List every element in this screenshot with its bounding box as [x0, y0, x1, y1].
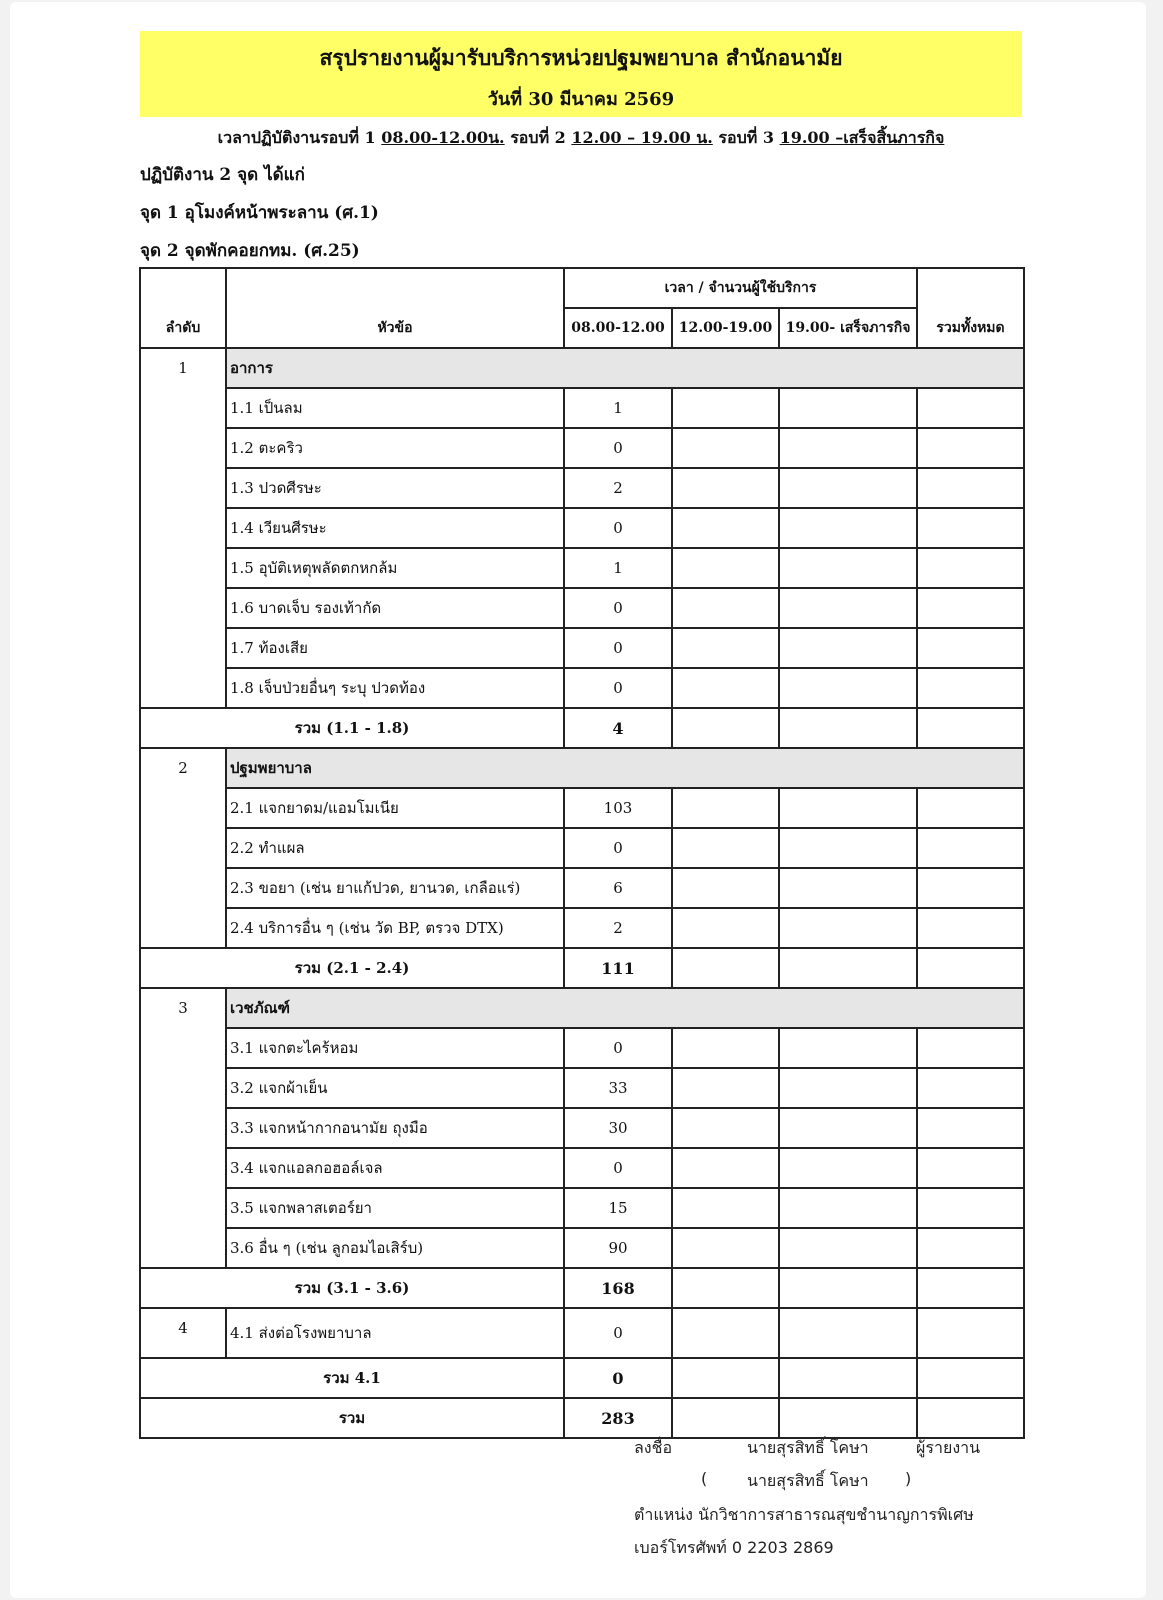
empty-cell	[779, 428, 917, 468]
shift2-prefix: รอบที่ 2	[510, 128, 566, 147]
shift1-value: 0	[564, 1028, 672, 1068]
subtotal-label: รวม (3.1 - 3.6)	[140, 1268, 564, 1308]
empty-cell	[779, 468, 917, 508]
empty-cell	[779, 1028, 917, 1068]
empty-cell	[672, 1068, 779, 1108]
shift1-value: 0	[564, 828, 672, 868]
empty-cell	[917, 1268, 1024, 1308]
shift1-value: 15	[564, 1188, 672, 1228]
table-row	[140, 1188, 1024, 1228]
empty-cell	[917, 388, 1024, 428]
item-label: 1.7 ท้องเสีย	[226, 628, 564, 668]
empty-cell	[779, 388, 917, 428]
col-header-time-group: เวลา / จำนวนผู้ใช้บริการ	[564, 268, 917, 308]
table-row	[140, 668, 1024, 708]
subtotal-value: 0	[564, 1358, 672, 1398]
section-header-row	[140, 748, 1024, 788]
item-label: 1.4 เวียนศีรษะ	[226, 508, 564, 548]
signer-name: นายสุรสิทธิ์ โคษา	[747, 1438, 869, 1457]
shift1-value: 1	[564, 388, 672, 428]
section-number: 2	[140, 748, 226, 948]
empty-cell	[672, 1028, 779, 1068]
subtotal-label: รวม (1.1 - 1.8)	[140, 708, 564, 748]
paren-open: (	[701, 1469, 708, 1488]
item-label: 3.1 แจกตะไคร้หอม	[226, 1028, 564, 1068]
section-number: 1	[140, 348, 226, 708]
empty-cell	[672, 1228, 779, 1268]
empty-cell	[917, 1308, 1024, 1358]
empty-cell	[779, 908, 917, 948]
points-intro: ปฏิบัติงาน 2 จุด ได้แก่	[140, 165, 305, 185]
empty-cell	[917, 548, 1024, 588]
empty-cell	[672, 1358, 779, 1398]
shift1-value: 0	[564, 628, 672, 668]
empty-cell	[917, 868, 1024, 908]
subtotal-label: รวม (2.1 - 2.4)	[140, 948, 564, 988]
empty-cell	[672, 1188, 779, 1228]
shift1-value: 0	[564, 1148, 672, 1188]
empty-cell	[917, 428, 1024, 468]
signer-position: ตำแหน่ง นักวิชาการสาธารณสุขชำนาญการพิเศษ	[634, 1505, 974, 1524]
item-label: 1.5 อุบัติเหตุพลัดตกหกล้ม	[226, 548, 564, 588]
item-label: 1.1 เป็นลม	[226, 388, 564, 428]
table-row	[140, 428, 1024, 468]
table-row	[140, 1148, 1024, 1188]
empty-cell	[917, 508, 1024, 548]
section-header-row	[140, 988, 1024, 1028]
empty-cell	[672, 828, 779, 868]
table-row	[140, 548, 1024, 588]
shift1-value: 6	[564, 868, 672, 908]
item-label: 3.5 แจกพลาสเตอร์ยา	[226, 1188, 564, 1228]
empty-cell	[672, 388, 779, 428]
empty-cell	[672, 1268, 779, 1308]
shift1-value: 1	[564, 548, 672, 588]
empty-cell	[779, 1148, 917, 1188]
item-label: 1.6 บาดเจ็บ รองเท้ากัด	[226, 588, 564, 628]
shift1-value: 2	[564, 468, 672, 508]
empty-cell	[917, 628, 1024, 668]
item-label: 2.1 แจกยาดม/แอมโมเนีย	[226, 788, 564, 828]
subtotal-value: 4	[564, 708, 672, 748]
shift1-value: 0	[564, 508, 672, 548]
empty-cell	[672, 868, 779, 908]
table-row	[140, 1068, 1024, 1108]
empty-cell	[779, 1188, 917, 1228]
shift2-time: 12.00 – 19.00 น.	[571, 128, 713, 147]
title-banner	[140, 31, 1022, 117]
subtotal-row	[140, 1268, 1024, 1308]
table-row	[140, 468, 1024, 508]
item-label: 2.4 บริการอื่น ๆ (เช่น วัด BP, ตรวจ DTX)	[226, 908, 564, 948]
empty-cell	[917, 828, 1024, 868]
signer-role: ผู้รายงาน	[916, 1438, 981, 1457]
sign-label: ลงชื่อ	[634, 1438, 673, 1457]
table-row	[140, 908, 1024, 948]
item-label: 1.2 ตะคริว	[226, 428, 564, 468]
point-2: จุด 2 จุดพักคอยกทม. (ศ.25)	[140, 241, 360, 261]
empty-cell	[672, 1308, 779, 1358]
grand-total-value: 283	[564, 1398, 672, 1438]
section-header-row	[140, 348, 1024, 388]
table-row	[140, 508, 1024, 548]
empty-cell	[917, 1358, 1024, 1398]
report-title: สรุปรายงานผู้มารับบริการหน่วยปฐมพยาบาล สำนักอนามัย	[319, 45, 843, 70]
signer-name-print: นายสุรสิทธิ์ โคษา	[747, 1471, 869, 1490]
point-1: จุด 1 อุโมงค์หน้าพระลาน (ศ.1)	[140, 203, 379, 223]
section-title: ปฐมพยาบาล	[226, 748, 1024, 788]
empty-cell	[672, 548, 779, 588]
shift1-value: 90	[564, 1228, 672, 1268]
empty-cell	[779, 588, 917, 628]
subtotal-value: 111	[564, 948, 672, 988]
table-row	[140, 388, 1024, 428]
shift1-prefix: เวลาปฏิบัติงานรอบที่ 1	[217, 128, 376, 147]
empty-cell	[779, 508, 917, 548]
shift1-value: 2	[564, 908, 672, 948]
empty-cell	[917, 668, 1024, 708]
paren-close: )	[905, 1469, 912, 1488]
empty-cell	[779, 1108, 917, 1148]
empty-cell	[672, 948, 779, 988]
table-row	[140, 628, 1024, 668]
empty-cell	[779, 1068, 917, 1108]
empty-cell	[672, 908, 779, 948]
item-label: 4.1 ส่งต่อโรงพยาบาล	[226, 1308, 564, 1358]
empty-cell	[917, 948, 1024, 988]
empty-cell	[917, 708, 1024, 748]
table-row	[140, 788, 1024, 828]
shift1-value: 0	[564, 588, 672, 628]
empty-cell	[672, 468, 779, 508]
col-header-shift3: 19.00- เสร็จภารกิจ	[779, 308, 917, 348]
empty-cell	[672, 508, 779, 548]
section-number: 3	[140, 988, 226, 1268]
empty-cell	[917, 588, 1024, 628]
subtotal-label: รวม 4.1	[140, 1358, 564, 1398]
item-label: 2.3 ขอยา (เช่น ยาแก้ปวด, ยานวด, เกลือแร่)	[226, 868, 564, 908]
shift1-value: 103	[564, 788, 672, 828]
section-title: อาการ	[226, 348, 1024, 388]
empty-cell	[672, 1148, 779, 1188]
shift1-value: 0	[564, 668, 672, 708]
shift1-value: 0	[564, 1308, 672, 1358]
item-label: 3.2 แจกผ้าเย็น	[226, 1068, 564, 1108]
empty-cell	[917, 1108, 1024, 1148]
item-label: 1.3 ปวดศีรษะ	[226, 468, 564, 508]
empty-cell	[917, 468, 1024, 508]
empty-cell	[779, 788, 917, 828]
table-row	[140, 868, 1024, 908]
empty-cell	[917, 908, 1024, 948]
empty-cell	[779, 628, 917, 668]
table-row	[140, 1308, 1024, 1358]
empty-cell	[779, 1308, 917, 1358]
empty-cell	[672, 628, 779, 668]
table-row	[140, 1228, 1024, 1268]
item-label: 3.4 แจกแอลกอฮอล์เจล	[226, 1148, 564, 1188]
empty-cell	[672, 588, 779, 628]
shift1-value: 30	[564, 1108, 672, 1148]
item-label: 3.3 แจกหน้ากากอนามัย ถุงมือ	[226, 1108, 564, 1148]
empty-cell	[779, 1268, 917, 1308]
section-title: เวชภัณฑ์	[226, 988, 1024, 1028]
empty-cell	[917, 1228, 1024, 1268]
col-header-shift2: 12.00-19.00	[672, 308, 779, 348]
report-date: วันที่ 30 มีนาคม 2569	[487, 89, 675, 110]
shift1-value: 0	[564, 428, 672, 468]
signer-phone: เบอร์โทรศัพท์ 0 2203 2869	[634, 1538, 834, 1557]
shift1-value: 33	[564, 1068, 672, 1108]
col-header-no: ลำดับ	[140, 268, 226, 348]
empty-cell	[672, 428, 779, 468]
col-header-topic: หัวข้อ	[226, 268, 564, 348]
empty-cell	[779, 1228, 917, 1268]
empty-cell	[672, 1108, 779, 1148]
shift3-time: 19.00 –เสร็จสิ้นภารกิจ	[779, 128, 945, 147]
shift1-time: 08.00-12.00น.	[381, 128, 505, 147]
table-row	[140, 588, 1024, 628]
subtotal-row	[140, 948, 1024, 988]
section-number: 4	[140, 1308, 226, 1358]
empty-cell	[779, 868, 917, 908]
subtotal-value: 168	[564, 1268, 672, 1308]
empty-cell	[917, 1188, 1024, 1228]
grand-total-label: รวม	[140, 1398, 564, 1438]
service-report-table	[139, 267, 1025, 1439]
subtotal-row	[140, 1358, 1024, 1398]
empty-cell	[672, 788, 779, 828]
empty-cell	[672, 1398, 779, 1438]
item-label: 2.2 ทำแผล	[226, 828, 564, 868]
empty-cell	[779, 708, 917, 748]
empty-cell	[672, 668, 779, 708]
empty-cell	[779, 948, 917, 988]
empty-cell	[917, 1068, 1024, 1108]
empty-cell	[779, 1358, 917, 1398]
empty-cell	[917, 1148, 1024, 1188]
empty-cell	[779, 828, 917, 868]
table-row	[140, 1028, 1024, 1068]
empty-cell	[917, 1398, 1024, 1438]
empty-cell	[779, 668, 917, 708]
col-header-shift1: 08.00-12.00	[564, 308, 672, 348]
table-row	[140, 828, 1024, 868]
table-row	[140, 1108, 1024, 1148]
empty-cell	[779, 548, 917, 588]
empty-cell	[779, 1398, 917, 1438]
item-label: 1.8 เจ็บป่วยอื่นๆ ระบุ ปวดท้อง	[226, 668, 564, 708]
item-label: 3.6 อื่น ๆ (เช่น ลูกอมไอเสิร์บ)	[226, 1228, 564, 1268]
empty-cell	[917, 788, 1024, 828]
empty-cell	[672, 708, 779, 748]
shift3-prefix: รอบที่ 3	[718, 128, 774, 147]
empty-cell	[917, 1028, 1024, 1068]
subtotal-row	[140, 708, 1024, 748]
grand-total-row	[140, 1398, 1024, 1438]
shift-times-line	[140, 126, 1022, 151]
col-header-total: รวมทั้งหมด	[917, 268, 1024, 348]
